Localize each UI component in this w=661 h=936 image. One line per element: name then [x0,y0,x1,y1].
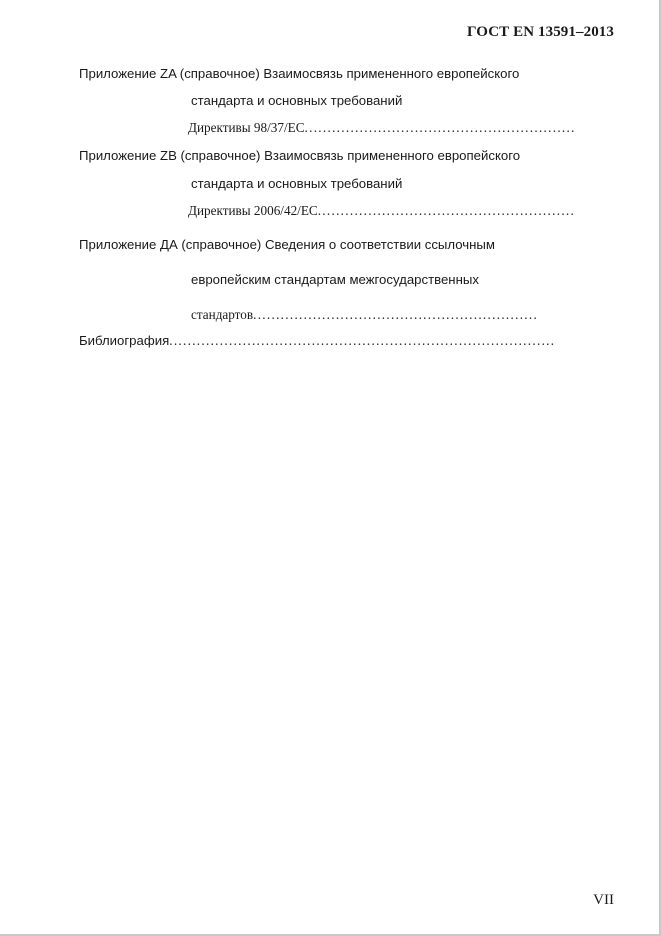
toc-entry-da-line1[interactable]: Приложение ДА (справочное) Сведения о соответствии ссылочным [79,237,495,252]
toc-entry-da-line2[interactable]: европейским стандартам межгосударственных [191,272,479,287]
toc-entry-zb-leader: ........................................................ [317,203,576,218]
toc-entry-zb-line2[interactable]: стандарта и основных требований [191,176,403,191]
toc-entry-zb-line1[interactable]: Приложение ZB (справочное) Взаимосвязь примененного европейского [79,148,521,163]
toc-entry-za-leader: ........................................................... [304,120,576,135]
toc-entry-da-line3[interactable] [191,307,538,323]
toc-entry-za-line2[interactable]: стандарта и основных требований [191,93,403,108]
standard-code-header: ГОСТ EN 13591–2013 [467,24,614,40]
toc-entry-da-title: стандартов [191,307,254,322]
toc-entry-bibliography-leader: .................................................................................... [169,333,556,348]
toc-entry-zb-title: Директивы 2006/42/ЕС [188,203,318,218]
toc-entry-bibliography-title: Библиография [79,333,170,348]
toc-entry-za-title: Директивы 98/37/ЕС [188,120,305,135]
toc-entry-za-line1[interactable]: Приложение ZA (справочное) Взаимосвязь примененного европейского [79,66,520,81]
page-number: VII [593,892,614,908]
toc-entry-za-line3[interactable] [188,120,576,136]
toc-entry-bibliography[interactable] [79,333,555,349]
toc-entry-da-leader: .............................................................. [253,307,539,322]
toc-entry-zb-line3[interactable] [188,203,575,219]
